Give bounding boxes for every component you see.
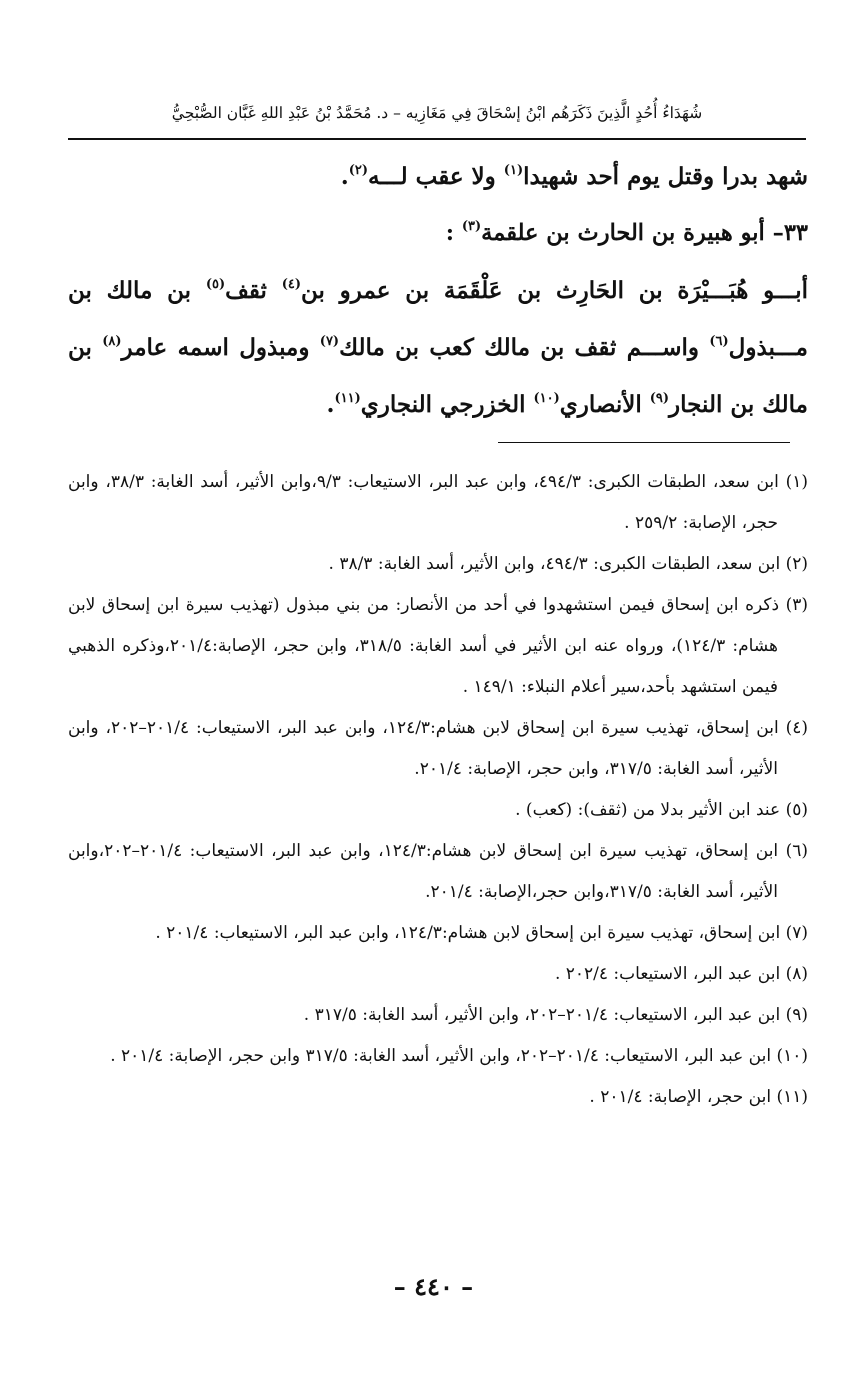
paragraph-1 [68, 148, 808, 205]
footnote-ref[interactable]: (١١) [334, 391, 361, 406]
text-run: ثقف [225, 277, 282, 304]
text-run: بن مالك بن النجار [68, 334, 808, 418]
text-run: ومبذول اسمه عامر [121, 334, 320, 361]
page-number: – ٤٤٠ – [393, 1272, 474, 1301]
footnote-ref[interactable]: (٦) [709, 334, 729, 349]
header-rule [68, 138, 806, 140]
text-run: . [326, 391, 335, 418]
footnote-8: (٨) ابن عبد البر، الاستيعاب: ٢٠٢/٤ . [554, 964, 808, 984]
text-run: : [445, 220, 462, 246]
footnote-ref[interactable]: (٣) [461, 219, 482, 234]
footnote-ref[interactable]: (١٠) [533, 391, 560, 406]
main-text [68, 148, 808, 433]
footnote-ref[interactable]: (٥) [205, 277, 226, 292]
text-run: الخزرجي النجاري [360, 391, 534, 418]
entry-heading [68, 205, 808, 262]
footnote-10: (١٠) ابن عبد البر، الاستيعاب: ٢٠١/٤–٢٠٢، وابن الأثير، أسد الغابة: ٣١٧/٥ وابن حجر، الإصابة: ٢٠١/٤ . [110, 1046, 808, 1066]
footnote-1: (١) ابن سعد، الطبقات الكبرى: ٤٩٤/٣، وابن عبد البر، الاستيعاب: ٩/٣،وابن الأثير، أسد الغابة: ٣٨/٣، وابن حجر، الإصابة: ٢٥٩/٢ . [68, 472, 808, 533]
footnote-ref[interactable]: (٧) [319, 334, 340, 349]
footnote-ref[interactable]: (٢) [348, 163, 369, 178]
paragraph-2 [68, 262, 808, 433]
heading-text: ٣٣– أبو هبيرة بن الحارث بن علقمة [481, 220, 808, 246]
footnote-ref[interactable]: (١) [503, 163, 524, 178]
text-run: ولا عقب لـــه [368, 163, 504, 190]
footnote-9: (٩) ابن عبد البر، الاستيعاب: ٢٠١/٤–٢٠٢، وابن الأثير، أسد الغابة: ٣١٧/٥ . [303, 1005, 808, 1025]
footnote-11: (١١) ابن حجر، الإصابة: ٢٠١/٤ . [589, 1087, 808, 1107]
text-run: شهد بدرا وقتل يوم أحد شهيدا [523, 163, 808, 190]
text-run: الأنصاري [559, 391, 650, 418]
footnotes [68, 462, 808, 1118]
text-run: واســـم ثقف بن مالك كعب بن مالك [339, 334, 710, 361]
text-run: بن مالك بن مـــبذول [68, 277, 809, 361]
text-run: أبـــو هُبَـــيْرَة بن الحَارِث بن عَلْقَمَة بن عمرو بن [301, 277, 808, 304]
running-header: شُهَدَاءُ أُحُدٍ الَّذِينَ ذَكَرَهُم ابْنُ إسْحَاقَ فِي مَغَازِيه – د. مُحَمَّدُ بْنُ عَبْدِ اللهِ غَبَّان الصُّبْحِيُّ [171, 104, 703, 122]
footnote-2: (٢) ابن سعد، الطبقات الكبرى: ٤٩٤/٣، وابن الأثير، أسد الغابة: ٣٨/٣ . [328, 554, 808, 574]
footnote-ref[interactable]: (٩) [649, 391, 670, 406]
footnote-ref[interactable]: (٤) [281, 277, 302, 292]
footnote-6: (٦) ابن إسحاق، تهذيب سيرة ابن إسحاق لابن هشام:١٢٤/٣، وابن عبد البر، الاستيعاب: ٢٠١/٤–٢٠٢،وابن الأثير، أسد الغابة: ٣١٧/٥،وابن حجر،الإصابة: ٢٠١/٤. [68, 841, 808, 902]
footnote-3: (٣) ذكره ابن إسحاق فيمن استشهدوا في أحد من الأنصار: من بني مبذول (تهذيب سيرة ابن إسحاق لابن هشام: ١٢٤/٣)، ورواه عنه ابن الأثير في أسد الغابة: ٣١٨/٥، وابن حجر، الإصابة:٢٠١/٤،وذكره الذهبي فيمن استشهد بأحد،سير أعلام النبلاء: ١٤٩/١ . [68, 595, 808, 697]
footnote-ref[interactable]: (٨) [102, 334, 122, 349]
footnote-7: (٧) ابن إسحاق، تهذيب سيرة ابن إسحاق لابن هشام:١٢٤/٣، وابن عبد البر، الاستيعاب: ٢٠١/٤ . [155, 923, 808, 943]
footnote-4: (٤) ابن إسحاق، تهذيب سيرة ابن إسحاق لابن هشام:١٢٤/٣، وابن عبد البر، الاستيعاب: ٢٠١/٤–٢٠٢، وابن الأثير، أسد الغابة: ٣١٧/٥، وابن حجر، الإصابة: ٢٠١/٤. [68, 718, 808, 779]
text-run: . [340, 163, 349, 190]
footnote-5: (٥) عند ابن الأثير بدلا من (ثقف): (كعب) . [515, 800, 808, 820]
footnote-separator [498, 442, 790, 443]
